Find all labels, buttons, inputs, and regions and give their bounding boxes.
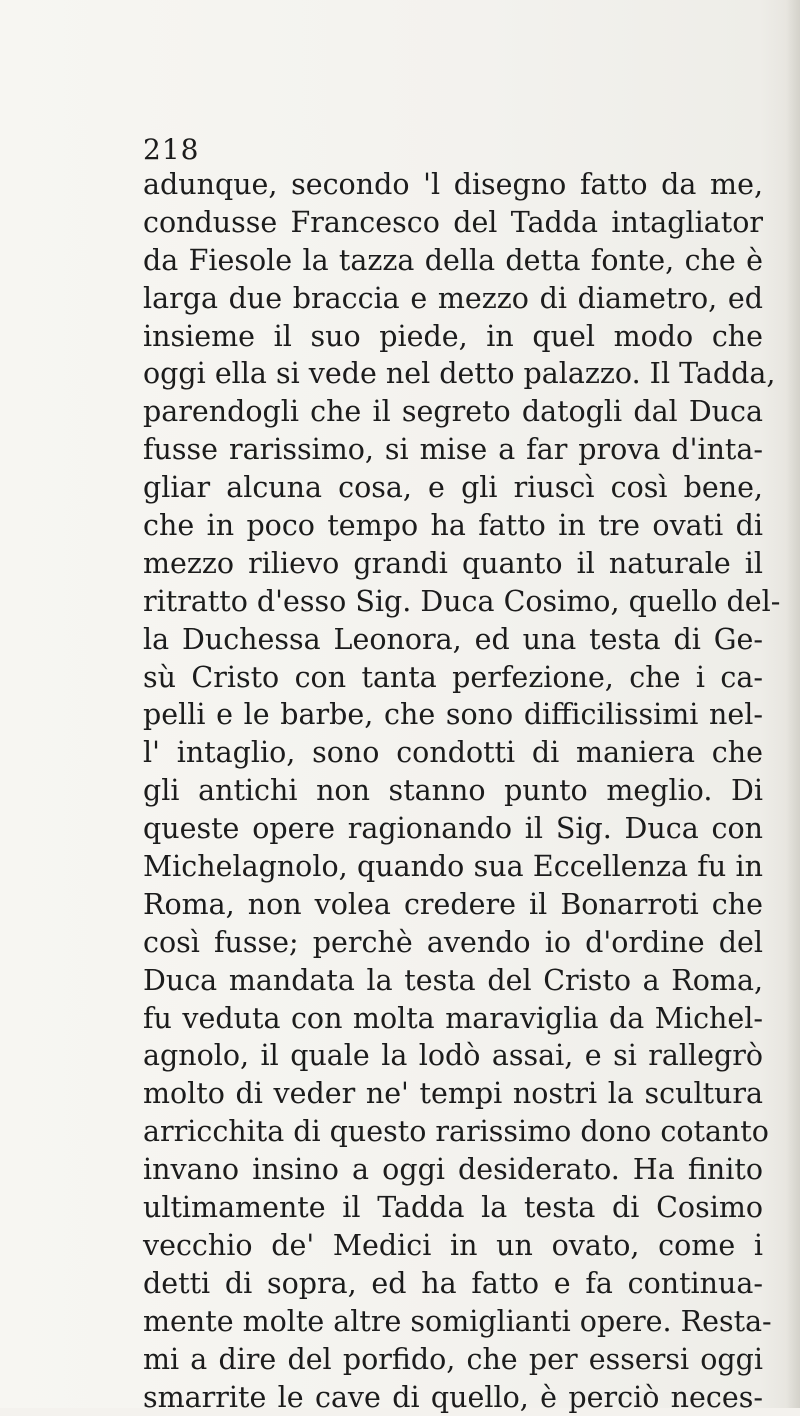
text-line: l' intaglio, sono condotti di maniera che (143, 734, 763, 772)
text-line: ritratto d'esso Sig. Duca Cosimo, quello del- (143, 583, 763, 621)
text-line: mezzo rilievo grandi quanto il naturale il (143, 545, 763, 583)
page-number: 218 (143, 133, 199, 166)
text-line: fusse rarissimo, si mise a far prova d'inta- (143, 431, 763, 469)
text-line: Duca mandata la testa del Cristo a Roma, (143, 962, 763, 1000)
text-line: invano insino a oggi desiderato. Ha finito (143, 1151, 763, 1189)
text-line: vecchio de' Medici in un ovato, come i (143, 1227, 763, 1265)
text-line: mente molte altre somiglianti opere. Resta- (143, 1303, 763, 1341)
text-line: così fusse; perchè avendo io d'ordine del (143, 924, 763, 962)
text-line: mi a dire del porfido, che per essersi oggi (143, 1341, 763, 1379)
text-line: oggi ella si vede nel detto palazzo. Il Tadda, (143, 355, 763, 393)
text-line: adunque, secondo 'l disegno fatto da me, (143, 166, 763, 204)
text-line: gli antichi non stanno punto meglio. Di (143, 772, 763, 810)
text-line: condusse Francesco del Tadda intagliator (143, 204, 763, 242)
text-line: smarrite le cave di quello, è perciò neces- (143, 1379, 763, 1416)
text-line: gliar alcuna cosa, e gli riuscì così bene, (143, 469, 763, 507)
text-line: pelli e le barbe, che sono difficilissimi nel- (143, 696, 763, 734)
body-text (143, 166, 763, 1416)
text-line: Roma, non volea credere il Bonarroti che (143, 886, 763, 924)
text-line: ultimamente il Tadda la testa di Cosimo (143, 1189, 763, 1227)
text-line: che in poco tempo ha fatto in tre ovati di (143, 507, 763, 545)
text-line: sù Cristo con tanta perfezione, che i ca- (143, 659, 763, 697)
text-line: arricchita di questo rarissimo dono cotanto (143, 1113, 763, 1151)
text-line: molto di veder ne' tempi nostri la scultura (143, 1075, 763, 1113)
text-line: agnolo, il quale la lodò assai, e si rallegrò (143, 1037, 763, 1075)
text-line: fu veduta con molta maraviglia da Michel- (143, 1000, 763, 1038)
page-edge-shadow (786, 0, 800, 1408)
text-line: Michelagnolo, quando sua Eccellenza fu in (143, 848, 763, 886)
text-line: la Duchessa Leonora, ed una testa di Ge- (143, 621, 763, 659)
text-line: da Fiesole la tazza della detta fonte, che è (143, 242, 763, 280)
text-line: detti di sopra, ed ha fatto e fa continua- (143, 1265, 763, 1303)
text-line: insieme il suo piede, in quel modo che (143, 318, 763, 356)
text-line: queste opere ragionando il Sig. Duca con (143, 810, 763, 848)
text-line: parendogli che il segreto datogli dal Duca (143, 393, 763, 431)
text-line: larga due braccia e mezzo di diametro, ed (143, 280, 763, 318)
